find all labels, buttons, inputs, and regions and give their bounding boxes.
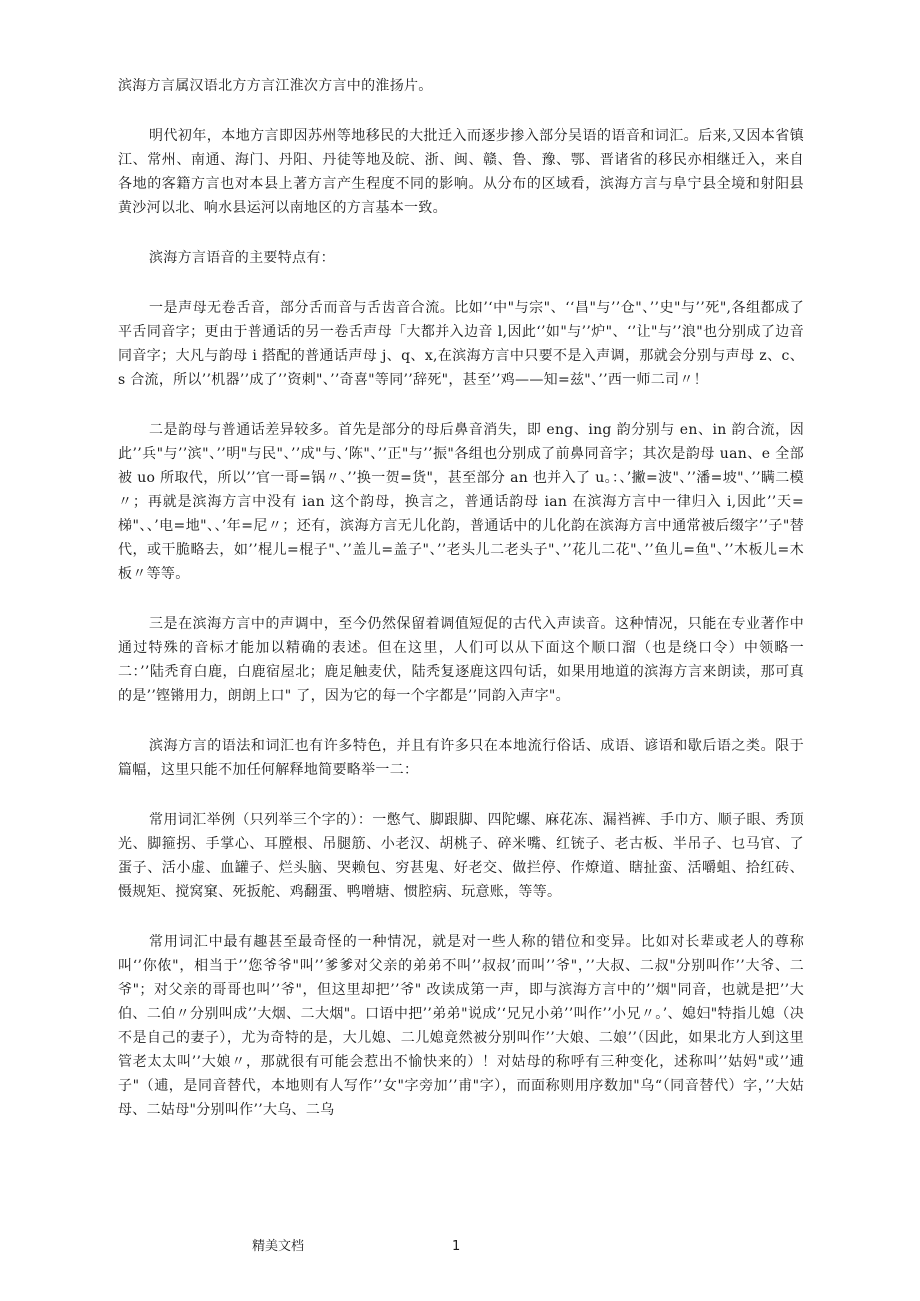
paragraph-finals: 二是韵母与普通话差异较多。首先是部分的母后鼻音消失，即 eng、ing 韵分别与 en、in 韵合流，因此’’兵"与’’滨"、’’明"与民"、’’成"与、’陈"、’’正"与’’振"各组也分别成了前鼻同音字；其次是韵母 uan、e 全部被 uo 所取代，所以’’官一哥=锅〃、’’换一贺=货"，甚至部分 an 也并入了 u。：、’撇=波"、’’潘=坡"、’’瞒二模〃；再就是滨海方言中没有 ian 这个韵母，换言之，普通话韵母 ian 在滨海方言中一律归入 i,因此’’天=梯"、、’电=地"、、’年=尼〃；还有，滨海方言无儿化韵，普通话中的儿化韵在滨海方言中通常被后缀字’’子"替代，或干脆略去，如’’棍儿=棍子"、’’盖儿=盖子"、’’老头儿二老头子"、’’花儿二花"、’’鱼儿=鱼"、’’木板儿=木板〃等等。: [118, 422, 804, 582]
paragraph-history: 明代初年，本地方言即因苏州等地移民的大批迁入而逐步掺入部分吴语的语音和词汇。后来,又因本省镇江、常州、南通、海门、丹阳、丹徒等地及皖、浙、闽、赣、鲁、豫、鄂、晋诸省的移民亦相继迁入，来自各地的客籍方言也对本县上著方言产生程度不同的影响。从分布的区域看，滨海方言与阜宁县全境和射阳县黄沙河以北、响水县运河以南地区的方言基本一致。: [118, 128, 804, 216]
paragraph-tones: 三是在滨海方言中的声调中，至今仍然保留着调值短促的古代入声读音。这种情况，只能在专业著作中通过特殊的音标才能加以精确的表述。但在这里，人们可以从下面这个顺口溜（也是绕口令）中领略一二：’’陆秃育白鹿，白鹿宿屋北；鹿足触麦伏，陆秃复逐鹿这四句话，如果用地道的滨海方言来朗读，那可真的是’’铿锵用力，朗朗上口" 了，因为它的每一个字都是’’同韵入声字"。: [118, 616, 804, 704]
paragraph-grammar: 滨海方言的语法和词汇也有许多特色，并且有许多只在本地流行俗话、成语、谚语和歇后语之类。限于篇幅，这里只能不加任何解释地简要略举一二：: [118, 738, 804, 778]
page-number: 1: [452, 1239, 461, 1254]
document-body: [118, 74, 804, 1148]
paragraph-kinship-terms: 常用词汇中最有趣甚至最奇怪的一种情况，就是对一些人称的错位和变异。比如对长辈或老人的尊称叫‘’你侬"，相当于’’您爷爷"叫’’爹爹对父亲的弟弟不叫’’叔叔’而叫’’爷"，’’大叔、二叔"分别叫作’’大爷、二爷"；对父亲的哥哥也叫’’爷"，但这里却把’’爷" 改读成第一声，即与滨海方言中的’’烟"同音，也就是把’’大伯、二伯〃分别叫成’’大烟、二大烟"。口语中把’’弟弟"说成’‘兄兄小弟’’叫作’’小兄〃。’、媳妇"特指儿媳（决不是自己的妻子），尤为奇特的是，大儿媳、二儿媳竟然被分别叫作’’大娘、二娘’’（因此，如果北方人到这里管老太太叫’’大娘〃，那就很有可能会惹出不愉快来的）！对姑母的称呼有三种变化，述称叫’’姑妈"或’’逋子"（逋，是同音替代，本地则有人写作’’女"字旁加’’甫"字），而面称则用序数加"乌“（同音替代）字，’’大姑母、二姑母"分别叫作’’大乌、二乌: [118, 934, 804, 1118]
paragraph-intro: 滨海方言属汉语北方方言江淮次方言中的淮扬片。: [118, 78, 433, 94]
footer-label: 精美文档: [252, 1239, 305, 1254]
page-footer: [0, 1236, 920, 1258]
paragraph-initials: 一是声母无卷舌音，部分舌而音与舌齿音合流。比如’‘中"与宗"、‘‘昌"与’’仓"、’’史"与’’死",各组都成了平舌同音字；更由于普通话的另一卷舌声母「大都并入边音 l,因此‘’如"与’’炉"、‘’让"与’’浪"也分别成了边音同音字；大凡与韵母 i 搭配的普通话声母 j、q、x,在滨海方言中只要不是入声调，那就会分别与声母 z、c、s 合流，所以’’机器’’成了’’资刺"、’’奇喜"等同’’辞死"，甚至’’鸡——知=兹"、’’西一师二司〃！: [118, 300, 804, 388]
paragraph-phonetics-heading: 滨海方言语音的主要特点有：: [149, 250, 335, 266]
paragraph-vocabulary: 常用词汇举例（只列举三个字的）：一憋气、脚跟脚、四陀螺、麻花冻、漏裆裤、手巾方、顺子眼、秀顶光、脚箍拐、手掌心、耳膛根、吊腿筋、小老汉、胡桃子、碎米嘴、红铳子、老古板、半吊子、乜马官、了蛋子、活小虚、血罐子、烂头脑、哭赖包、穷甚鬼、好老交、做拦停、作燎道、瞎扯蛮、活嚼蛆、拾红砖、慑规矩、搅窝窠、死扳舵、鸡翻蛋、鸭噌塘、惯腔病、玩意账，等等。: [118, 812, 804, 900]
